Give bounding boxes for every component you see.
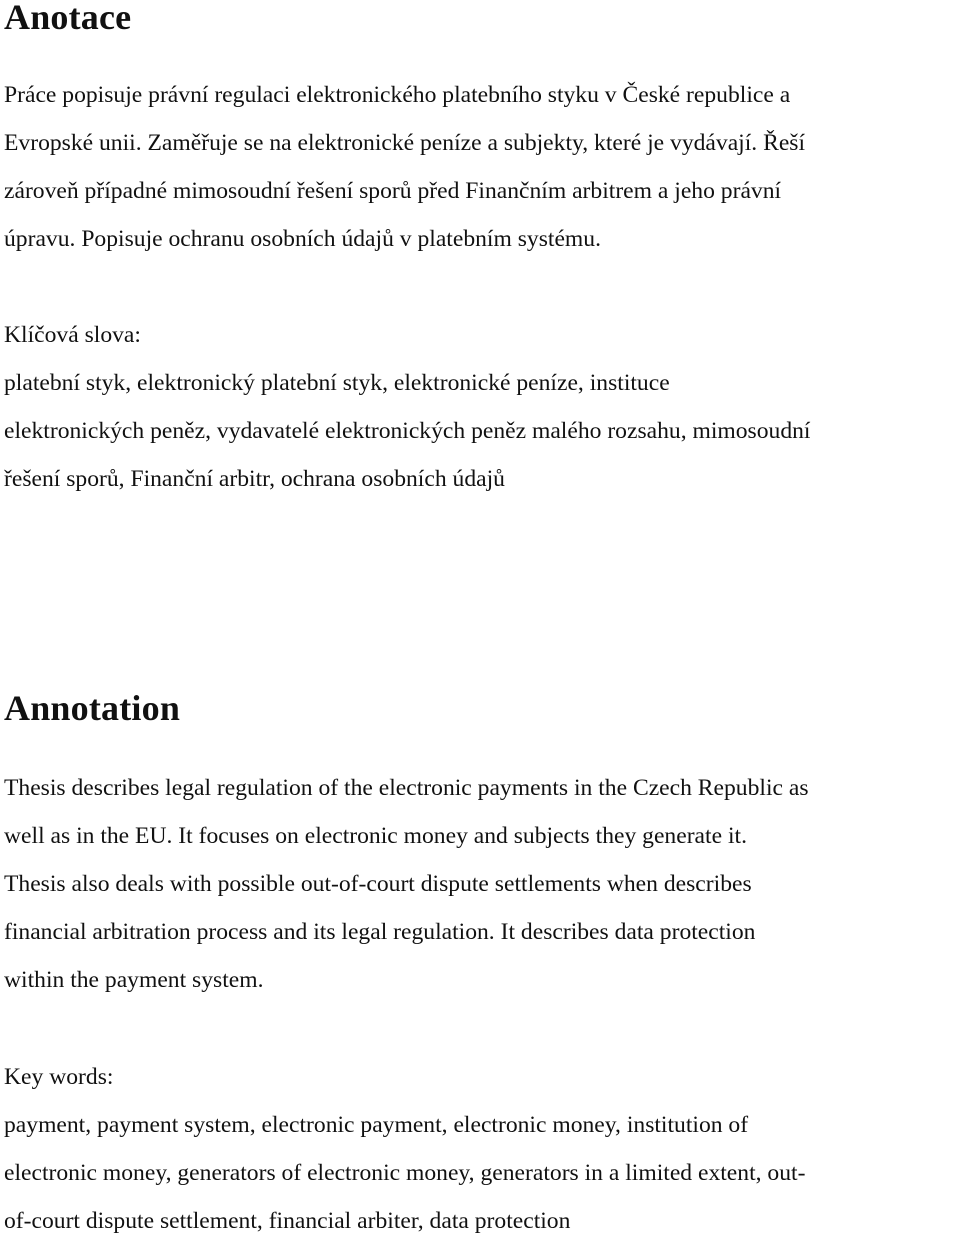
klicova-slova-line: platební styk, elektronický platební styk, elektronické peníze, instituce [4, 370, 670, 396]
anotace-line: Práce popisuje právní regulaci elektronického platebního styku v České republice a [4, 82, 791, 108]
key-words-line: electronic money, generators of electronic money, generators in a limited extent, out- [4, 1160, 806, 1186]
annotation-line: Thesis describes legal regulation of the electronic payments in the Czech Republic as [4, 775, 809, 801]
klicova-slova-label: Klíčová slova: [4, 322, 141, 348]
anotace-heading: Anotace [4, 0, 132, 37]
key-words-line: of-court dispute settlement, financial arbiter, data protection [4, 1208, 571, 1234]
anotace-line: Evropské unii. Zaměřuje se na elektronické peníze a subjekty, které je vydávají. Řeší [4, 130, 806, 156]
annotation-paragraph [4, 764, 809, 1004]
annotation-line: well as in the EU. It focuses on electronic money and subjects they generate it. [4, 823, 747, 849]
anotace-paragraph [4, 71, 805, 263]
klicova-slova-line: řešení sporů, Finanční arbitr, ochrana osobních údajů [4, 466, 505, 492]
key-words-list [4, 1101, 805, 1245]
klicova-slova-list [4, 359, 810, 503]
annotation-heading: Annotation [4, 688, 181, 728]
klicova-slova-line: elektronických peněz, vydavatelé elektronických peněz malého rozsahu, mimosoudní [4, 418, 811, 444]
key-words-label: Key words: [4, 1064, 114, 1090]
anotace-line: zároveň případné mimosoudní řešení sporů před Finančním arbitrem a jeho právní [4, 178, 782, 204]
key-words-line: payment, payment system, electronic payment, electronic money, institution of [4, 1112, 749, 1138]
annotation-line: financial arbitration process and its legal regulation. It describes data protection [4, 919, 756, 945]
anotace-line: úpravu. Popisuje ochranu osobních údajů v platebním systému. [4, 226, 601, 252]
annotation-line: within the payment system. [4, 967, 264, 993]
annotation-line: Thesis also deals with possible out-of-court dispute settlements when describes [4, 871, 752, 897]
